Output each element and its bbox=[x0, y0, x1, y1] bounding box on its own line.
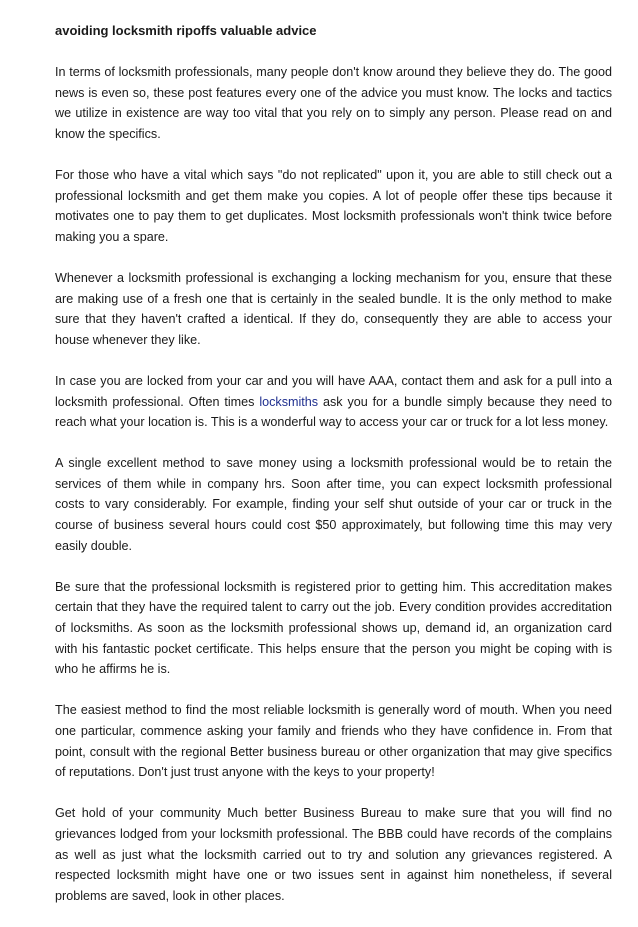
paragraph-4 bbox=[55, 371, 612, 433]
paragraph-3: Whenever a locksmith professional is exchanging a locking mechanism for you, ensure that these are making use of a fresh one that is certainly in the sealed bundle. It is the only method to make sure that they haven't crafted a identical. If they do, consequently they are able to access your house whenever they like. bbox=[55, 270, 612, 347]
paragraph-4-lead: In case you are locked from your car and you will have AAA, contact them and ask for a pull into a locksmith professional. Often times bbox=[55, 373, 612, 409]
paragraph-6: Be sure that the professional locksmith is registered prior to getting him. This accreditation makes certain that they have the required talent to carry out the job. Every condition provides accreditation of locksmiths. As soon as the locksmith professional shows up, demand id, an organization card with his fantastic pocket certificate. This helps ensure that the person you might be coping with is who he affirms he is. bbox=[55, 579, 612, 677]
paragraph-1: In terms of locksmith professionals, many people don't know around they believe they do. The good news is even so, these post features every one of the advice you must know. The locks and tactics we utilize in existence are way too vital that you rely on to simply any person. Please read on and know the specifics. bbox=[55, 65, 612, 141]
paragraph-8: Get hold of your community Much better Business Bureau to make sure that you will find no grievances lodged from your locksmith professional. The BBB could have records of the complains as well as just what the locksmith carried out to try and solution any grievances registered. A respected locksmith might have one or two issues sent in against him nonetheless, if several problems are saved, look in other places. bbox=[55, 806, 612, 903]
paragraph-5: A single excellent method to save money using a locksmith professional would be to retain the services of them while in company hrs. Soon after time, you can expect locksmith professional costs to vary considerably. For example, finding your self shut outside of your car or truck in the course of business several hours could cost $50 approximately, but following time this may very easily double. bbox=[55, 456, 612, 553]
document-title: avoiding locksmith ripoffs valuable advice bbox=[55, 23, 317, 38]
paragraph-7: The easiest method to find the most reliable locksmith is generally word of mouth. When you need one particular, commence asking your family and friends who they have confidence in. From that point, consult with the regional Better business bureau or other organization that may give specifics of reputations. Don't just trust anyone with the keys to your property! bbox=[55, 703, 612, 780]
paragraph-2: For those who have a vital which says "do not replicated" upon it, you are able to still check out a professional locksmith and get them make you copies. A lot of people offer these tips because it motivates one to pay them to get duplicates. Most locksmith professionals won't think twice before making you a spare. bbox=[55, 167, 612, 244]
document-page bbox=[55, 20, 612, 927]
locksmiths-link[interactable]: locksmiths bbox=[259, 394, 319, 409]
paragraph-4-tail: ask you for a bundle simply because they need to reach what your location is. This is a wonderful way to access your car or truck for a lot less money. bbox=[55, 394, 612, 430]
